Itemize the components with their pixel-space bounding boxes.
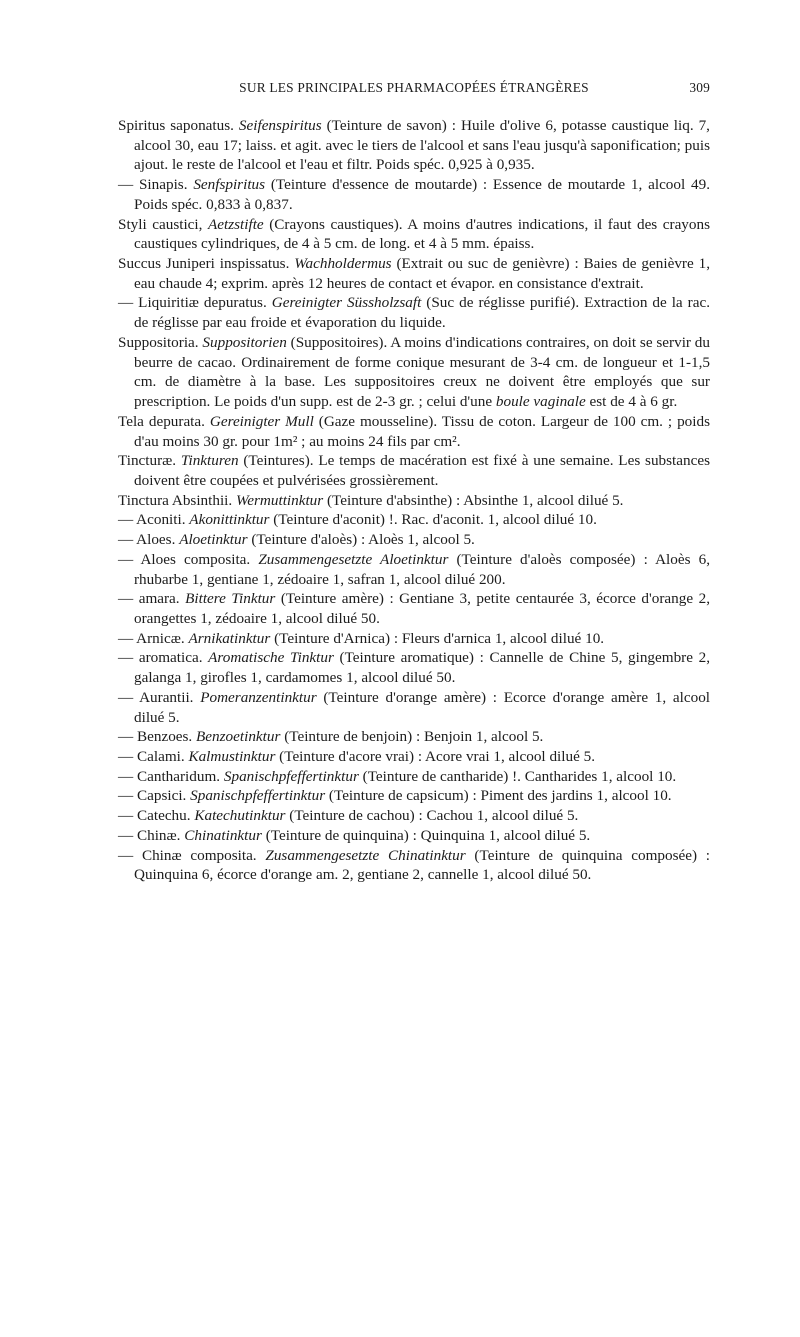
german-name: Senfspiritus [193, 176, 266, 194]
entry-text: (Teinture de cantharide) !. Cantharides 1, alcool 10. [358, 767, 677, 785]
entry-heading: — Benzoes. [118, 728, 197, 746]
entry-text: (Teinture d'orange amère) : Ecorce d'orange amère 1, alcool dilué 5. [134, 688, 711, 726]
german-name: Gereinigter Mull [209, 412, 314, 430]
entry-heading: — Calami. [118, 748, 189, 765]
entry-text: est de 4 à 6 gr. [585, 393, 678, 411]
german-name: Aetzstifte [208, 215, 264, 233]
german-name: Tinkturen [180, 452, 239, 470]
entry [118, 826, 710, 846]
german-name: Pomeranzentinktur [200, 688, 317, 706]
entry [118, 846, 710, 885]
german-name: Arnikatinktur [188, 629, 271, 647]
entry-text: (Extrait ou suc de genièvre) : Baies de genièvre 1, eau chaude 4; exprim. après 12 heures de contact et évapor. en consistance d'extrait. [134, 255, 710, 292]
entry-text: (Teinture de cachou) : Cachou 1, alcool dilué 5. [285, 807, 579, 825]
german-name: Wermuttinktur [236, 491, 324, 509]
entry [118, 510, 710, 530]
german-name: Spanischpfeffertinktur [190, 787, 326, 805]
german-name: boule vaginale [495, 393, 586, 411]
entry-heading: Spiritus saponatus. [118, 117, 239, 134]
entry [118, 747, 710, 767]
entry-text: (Teinture de benjoin) : Benjoin 1, alcool 5. [280, 728, 544, 746]
entry [118, 412, 710, 451]
entry-text: (Teinture amère) : Gentiane 3, petite centaurée 3, écorce d'orange 2, orangettes 1, zédoaire 1, alcool dilué 50. [134, 590, 710, 627]
entry [118, 333, 710, 412]
entry [118, 530, 710, 550]
entry-heading: — Aloes. [118, 531, 180, 549]
entry [118, 688, 710, 727]
entry-text: (Suppositoires). A moins d'indications contraires, on doit se servir du beurre de cacao. Ordinairement de forme conique mesurant de 3-4 cm. de longueur et 1-1,5 cm. de diamètre à la base. Les suppositoires creux ne doivent être employés que sur prescription. Le poids d'un supp. est de 2-3 gr. ; celui d'une [134, 333, 710, 411]
german-name: Spanischpfeffertinktur [223, 767, 359, 785]
entry-heading: — Cantharidum. [118, 767, 224, 785]
entry-heading: — Aconiti. [118, 511, 190, 529]
german-name: Chinatinktur [184, 826, 262, 844]
entry-text: (Suc de réglisse purifié). Extraction de la rac. de réglisse par eau froide et évaporation du liquide. [134, 294, 711, 332]
entry-heading: — aromatica. [118, 649, 209, 667]
entry-text: (Gaze mousseline). Tissu de coton. Largeur de 100 cm. ; poids d'au moins 30 gr. pour 1m² ; au moins 24 fils par cm². [134, 412, 710, 450]
entry [118, 175, 710, 214]
entries-body [118, 116, 710, 885]
page-number: 309 [689, 80, 710, 95]
entry-text: (Teinture de capsicum) : Piment des jardins 1, alcool 10. [325, 787, 672, 805]
entry-heading: — Chinæ composita. [118, 846, 266, 864]
entry [118, 589, 710, 628]
entry-heading: — Capsici. [118, 787, 191, 805]
entry-heading: — Catechu. [118, 807, 195, 825]
entry-heading: — Aurantii. [118, 688, 201, 706]
entry [118, 767, 710, 787]
entry-text: (Teinture d'essence de moutarde) : Essence de moutarde 1, alcool 49. Poids spéc. 0,833 à 0,837. [134, 176, 710, 213]
entry [118, 293, 710, 332]
german-name: Wachholdermus [294, 255, 392, 273]
entry-text: (Teinture de quinquina composée) : Quinquina 6, écorce d'orange am. 2, gentiane 2, cannelle 1, alcool dilué 50. [134, 846, 711, 884]
entry [118, 491, 710, 511]
entry-heading: — Liquiritiæ depuratus. [118, 294, 272, 312]
entry-text: (Teinture d'aconit) !. Rac. d'aconit. 1, alcool dilué 10. [269, 511, 597, 529]
entry-heading: — Arnicæ. [118, 629, 189, 647]
german-name: Gereinigter Süssholzsaft [271, 294, 422, 312]
german-name: Akonittinktur [189, 511, 270, 529]
entry-text: (Teinture d'acore vrai) : Acore vrai 1, alcool dilué 5. [275, 748, 596, 765]
entry-text: (Teinture de quinquina) : Quinquina 1, alcool dilué 5. [261, 826, 591, 844]
entry [118, 727, 710, 747]
german-name: Zusammengesetzte Aloetinktur [258, 550, 449, 568]
entry [118, 451, 710, 490]
entry [118, 254, 710, 293]
entry-heading: Tinctura Absinthii. [118, 491, 236, 509]
entry [118, 786, 710, 806]
entry-heading: Styli caustici, [118, 215, 208, 233]
entry-text: (Teinture d'aloès composée) : Aloès 6, rhubarbe 1, gentiane 1, zédoaire 1, safran 1, alcool dilué 200. [134, 550, 710, 588]
entry-text: (Teinture d'Arnica) : Fleurs d'arnica 1, alcool dilué 10. [270, 629, 605, 647]
entry-text: (Teinture aromatique) : Cannelle de Chine 5, gingembre 2, galanga 1, girofles 1, cardamomes 1, alcool dilué 50. [134, 649, 710, 687]
entry-heading: Suppositoria. [118, 333, 203, 351]
german-name: Kalmustinktur [188, 748, 276, 765]
entry [118, 806, 710, 826]
entry-heading: Succus Juniperi inspissatus. [118, 255, 295, 273]
entry-text: (Teintures). Le temps de macération est fixé à une semaine. Les substances doivent être coupées et pulvérisées grossièrement. [134, 452, 710, 489]
entry-heading: — Sinapis. [118, 176, 194, 194]
entry [118, 629, 710, 649]
entry-heading: — Aloes composita. [118, 550, 259, 568]
entry-heading: — Chinæ. [118, 826, 185, 844]
entry-text: (Teinture de savon) : Huile d'olive 6, potasse caustique liq. 7, alcool 30, eau 17; laiss. et agit. avec le tiers de l'alcool et sans l'eau jusqu'à saponification; puis ajout. le reste de l'alcool et l'eau et filtr. Poids spéc. 0,925 à 0,935. [134, 117, 710, 174]
entry [118, 648, 710, 687]
german-name: Bittere Tinktur [185, 590, 276, 608]
german-name: Benzoetinktur [196, 728, 281, 746]
entry [118, 116, 710, 175]
entry [118, 215, 710, 254]
entry [118, 550, 710, 589]
german-name: Suppositorien [202, 333, 287, 351]
entry-heading: Tela depurata. [118, 412, 210, 430]
german-name: Seifenspiritus [238, 117, 322, 134]
entry-heading: Tincturæ. [118, 452, 181, 470]
page-header [118, 80, 710, 96]
german-name: Aromatische Tinktur [208, 649, 334, 667]
running-title: SUR LES PRINCIPALES PHARMACOPÉES ÉTRANGÈRES [239, 80, 589, 95]
german-name: Zusammengesetzte Chinatinktur [265, 846, 466, 864]
entry-text: (Teinture d'aloès) : Aloès 1, alcool 5. [247, 531, 475, 549]
entry-text: (Teinture d'absinthe) : Absinthe 1, alcool dilué 5. [323, 491, 624, 509]
german-name: Aloetinktur [179, 531, 248, 549]
entry-text: (Crayons caustiques). A moins d'autres indications, il faut des crayons caustiques cylindriques, de 4 à 5 cm. de long. et 4 à 5 mm. épaiss. [134, 215, 711, 253]
entry-heading: — amara. [118, 590, 186, 608]
german-name: Katechutinktur [194, 807, 286, 825]
